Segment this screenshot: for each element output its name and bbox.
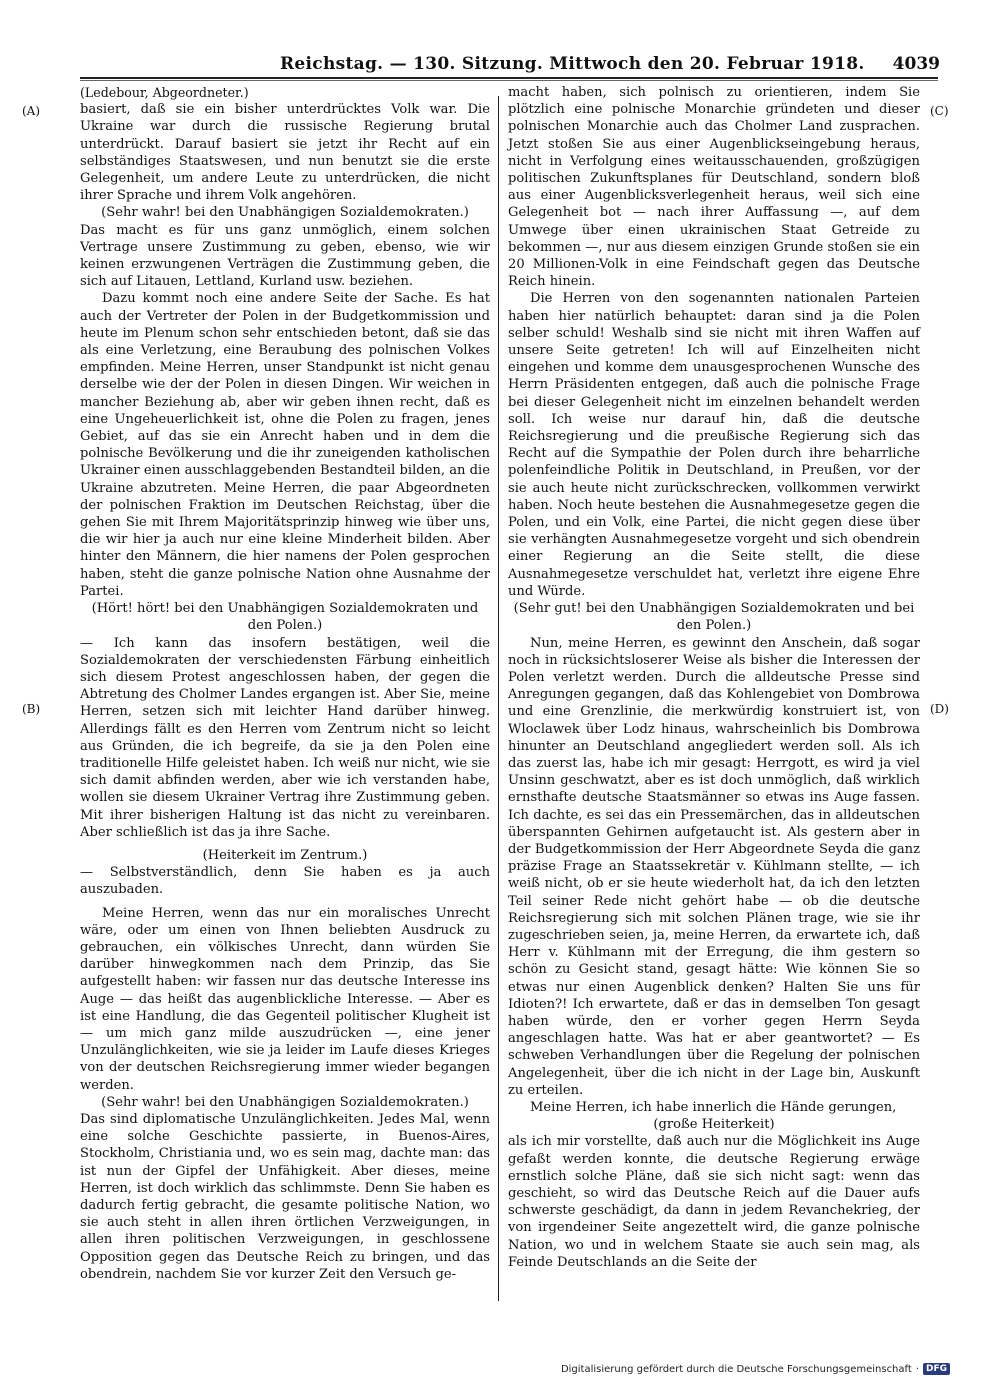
paragraph: Meine Herren, wenn das nur ein moralisches Unrecht wäre, oder um einen von Ihnen beliebten Ausdruck zu gebrauchen, ein völkisches Unrecht, dann würden Sie darüber hinwegkommen nach dem Prinzip, das Sie aufgestellt haben: wir fassen nur das deutsche Interesse ins Auge — das heißt das augenblickliche Interesse. — Aber es ist eine Handlung, die das Gegenteil politischer Klugheit ist — um mich ganz milde auszudrücken —, eine jener Unzulänglichkeiten, wie sie ja leider im Laufe dieses Krieges von der deutschen Reichsregierung immer wieder begangen werden. xyxy=(80,905,490,1093)
dfg-logo-icon: DFG xyxy=(923,1363,950,1375)
interjection: (große Heiterkeit) xyxy=(653,1117,775,1133)
right-column xyxy=(508,84,920,1271)
paragraph: Das sind diplomatische Unzulänglichkeiten. Jedes Mal, wenn eine solche Geschichte passierte, in Buenos-Aires, Stockholm, Christiania und, wo es sein mag, dachte man: das ist nun der Gipfel der Unfähigkeit. Aber dieses, meine Herren, ist doch wirklich das schlimmste. Denn Sie haben es dadurch fertig gebracht, die gesamte politische Nation, wo sie auch steht in allen ihren örtlichen Verzweigungen, in allen ihren politischen Verzweigungen, in geschlossene Opposition gegen das Deutsche Reich zu bringen, und das obendrein, nachdem Sie vor kurzer Zeit den Versuch ge- xyxy=(80,1111,490,1282)
interjection: (Sehr wahr! bei den Unabhängigen Sozialdemokraten.) xyxy=(101,205,469,221)
left-column xyxy=(80,84,490,1283)
paragraph: Die Herren von den sogenannten nationalen Parteien haben hier natürlich behauptet: daran sind ja die Polen selber schuld! Weshalb sind sie nicht mit ihren Waffen auf unsere Seite getreten! Ich will auf Einzelheiten nicht eingehen und komme dem unausgesprochenen Wunsche des Herrn Präsidenten entgegen, daß auch die polnische Frage bei dieser Gelegenheit nicht im einzelnen behandelt werden soll. Ich weise nur darauf hin, daß die deutsche Reichsregierung und die preußische Regierung sich das Recht auf die Sympathie der Polen durch ihre beharrliche polenfeindliche Politik in Deutschland, in Preußen, vor der sie auch heute nicht zurückschrecken, vollkommen verwirkt haben. Noch heute bestehen die Ausnahmegesetze gegen die Polen, und ein Volk, eine Partei, die nicht gegen diese über sie verhängten Ausnahmegesetze vorgeht und sich obendrein einer Regierung an die Seite stellt, die diese Ausnahmegesetze verschuldet hat, verletzt ihre eigene Ehre und Würde. xyxy=(508,291,920,599)
header-rule-thin xyxy=(80,80,938,81)
credit-text: Digitalisierung gefördert durch die Deutsche Forschungsgemeinschaft xyxy=(560,1363,912,1375)
paragraph: — Selbstverständlich, denn Sie haben es ja auch auszubaden. xyxy=(80,865,490,898)
page-header xyxy=(80,54,940,74)
margin-marker-d: (D) xyxy=(930,702,949,716)
speaker-label: (Ledebour, Abgeordneter.) xyxy=(80,85,249,100)
interjection: (Heiterkeit im Zentrum.) xyxy=(202,847,368,863)
page-number: 4039 xyxy=(892,54,940,74)
paragraph: Dazu kommt noch eine andere Seite der Sache. Es hat auch der Vertreter der Polen in der Budgetkommission und heute im Plenum schon sehr entschieden betont, daß sie das als eine Verletzung, eine Beraubung des polnischen Volkes empfinden. Meine Herren, unser Standpunkt ist nicht genau derselbe wie der der Polen in diesen Dingen. Wir weichen in mancher Beziehung ab, aber wir geben ihnen recht, daß es eine Ungeheuerlichkeit ist, ohne die Polen zu fragen, jenes Gebiet, auf das sie ein Anrecht haben und in dem die polnische Bevölkerung und die ihr zuneigenden katholischen Ukrainer einen ausschlaggebenden Bestandteil bilden, an die Ukraine abzutreten. Meine Herren, die paar Abgeordneten der polnischen Fraktion im Deutschen Reichstag, über die gehen Sie mit Ihrem Majoritätsprinzip hinweg wie über uns, die wir hier ja auch nur eine kleine Minderheit bilden. Aber hinter den Männern, die hier namens der Polen gesprochen haben, steht die ganze polnische Nation ohne Ausnahme der Partei. xyxy=(80,291,490,599)
interjection: (Hört! hört! bei den Unabhängigen Sozialdemokraten und den Polen.) xyxy=(91,601,479,634)
paragraph: Meine Herren, ich habe innerlich die Hände gerungen, xyxy=(530,1099,897,1115)
margin-marker-a: (A) xyxy=(22,104,41,118)
paragraph: basiert, daß sie ein bisher unterdrücktes Volk war. Die Ukraine war durch die russische Regierung brutal unterdrückt. Darauf basiert sie jetzt ihr Recht auf ein selbständiges Staatswesen, und nun benutzt sie die erste Gelegenheit, um andere Leute zu unterdrücken, die nicht ihrer Sprache und ihrem Volk angehören. xyxy=(80,102,490,204)
paragraph: als ich mir vorstellte, daß auch nur die Möglichkeit ins Auge gefaßt werden konnte, die deutsche Regierung erwäge ernstlich solche Pläne, daß sie sich nicht sagt: wenn das geschieht, so wird das Deutsche Reich auf die Dauer aufs schwerste geschädigt, da dann in jedem Revanchekrieg, der von irgendeiner Seite angezettelt wird, die ganze polnische Nation, wo und in welchem Staate sie auch sein mag, als Feinde Deutschlands an die Seite der xyxy=(508,1134,920,1270)
column-divider xyxy=(498,96,499,1301)
paragraph: macht haben, sich polnisch zu orientieren, indem Sie plötzlich eine polnische Monarchie gründeten und dieser polnischen Monarchie auch das Cholmer Land zusprachen. Jetzt stoßen Sie aus einer Augenblickseingebung heraus, nicht in Verfolgung eines weitausschauenden, großzügigen politischen Zukunftsplanes für Deutschland, sondern bloß aus einer Augenblicksverlegenheit heraus, weil sich eine Gelegenheit bot — nach ihrer Auffassung —, auf dem Umwege über einen ukrainischen Staat Getreide zu bekommen —, nur aus diesem einzigen Grunde stoßen sie ein 20 Millionen-Volk in eine Feindschaft gegen das Deutsche Reich hinein. xyxy=(508,85,920,290)
interjection: (Sehr gut! bei den Unabhängigen Sozialdemokraten und bei den Polen.) xyxy=(513,601,915,634)
paragraph: — Ich kann das insofern bestätigen, weil die Sozialdemokraten der verschiedensten Färbung einheitlich sich diesem Protest angeschlossen haben, der gegen die Abtretung des Cholmer Landes ergangen ist. Aber Sie, meine Herren, setzen sich mit leichter Hand darüber hinweg. Allerdings fällt es den Herren vom Zentrum nicht so leicht aus Gründen, die ich begreife, da sie ja den Polen eine traditionelle Hilfe geleistet haben. Ich weiß nur nicht, wie sie sich damit abfinden werden, aber wie ich verstanden habe, wollen sie diesem Ukrainer Vertrag ihre Zustimmung geben. Mit ihrer bisherigen Haltung ist das nicht zu vereinbaren. Aber schließlich ist das ja ihre Sache. xyxy=(80,635,490,840)
running-title: Reichstag. — 130. Sitzung. Mittwoch den 20. Februar 1918. xyxy=(280,54,865,74)
interjection: (Sehr wahr! bei den Unabhängigen Sozialdemokraten.) xyxy=(101,1094,469,1110)
margin-marker-b: (B) xyxy=(22,702,41,716)
credit-separator: · xyxy=(915,1363,919,1375)
paragraph: Nun, meine Herren, es gewinnt den Anschein, daß sogar noch in rücksichtsloserer Weise als bisher die Interessen der Polen verletzt werden. Durch die alldeutsche Presse sind Anregungen gegangen, daß das Kohlengebiet von Dombrowa und eine Grenzlinie, die merkwürdig konstruiert ist, von Wloclawek über Lodz hinaus, wahrscheinlich bis Dombrowa hinunter an Deutschland angegliedert werden soll. Als ich das zuerst las, habe ich mir gesagt: Herrgott, es wird ja viel Unsinn geschwatzt, aber es ist doch unmöglich, daß wirklich ernsthafte deutsche Staatsmänner so etwas ins Auge fassen. Ich dachte, es sei das ein Pressemärchen, das in alldeutschen überspannten Gehirnen aufgetaucht ist. Als gestern aber in der Budgetkommission der Herr Abgeordnete Seyda die ganz präzise Frage an Staatssekretär v. Kühlmann stellte, — ich weiß nicht, ob er sie heute wiederholt hat, da ich den letzten Teil seiner Rede nicht gehört habe — ob die deutsche Reichsregierung sich mit solchen Plänen trage, wie sie ihr zugeschrieben seien, ja, meine Herren, da erwartete ich, daß Herr v. Kühlmann mit der Erregung, die ihm gestern so schön zu Gesicht stand, gesagt hätte: Wie können Sie so etwas nur einen Augenblick denken? Halten Sie uns für Idioten?! Ich erwartete, daß er das in demselben Ton gesagt haben würde, den er vorher gegen Herrn Seyda angeschlagen hatte. Was hat er aber geantwortet? — Es schweben Verhandlungen über die Regelung der polnischen Angelegenheit, über die ich nicht in der Lage bin, Auskunft zu erteilen. xyxy=(508,635,920,1098)
header-rule xyxy=(80,77,938,79)
margin-marker-c: (C) xyxy=(930,104,949,118)
digitization-credit xyxy=(561,1361,950,1377)
paragraph: Das macht es für uns ganz unmöglich, einem solchen Vertrage unsere Zustimmung zu geben, ebenso, wie wir keinen erzwungenen Verträgen die Zustimmung geben, die sich auf Litauen, Lettland, Kurland usw. beziehen. xyxy=(80,222,490,290)
